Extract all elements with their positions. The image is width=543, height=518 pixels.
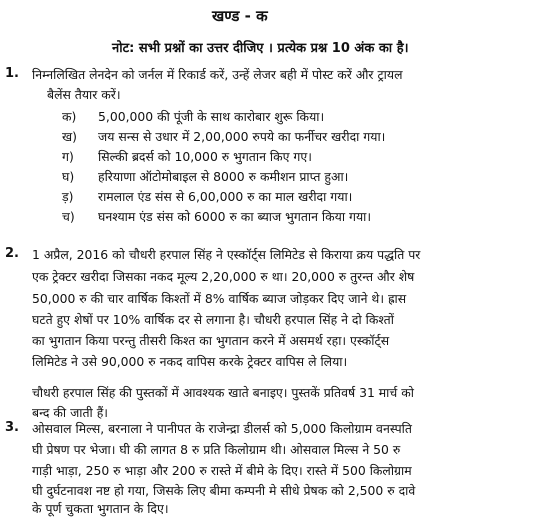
question-number: 2. <box>5 246 19 261</box>
question-text-line: का भुगतान किया परन्तु तीसरी किश्त का भुगतान करने में असमर्थ रहा। एस्कॉर्ट्स <box>32 333 390 348</box>
item-text: सिल्की ब्रदर्स को 10,000 रु भुगतान किए गए। <box>98 149 312 164</box>
item-marker: घ) <box>62 169 75 184</box>
question-text-line: घी प्रेषण पर भेजा। घी की लागत 8 रु प्रति किलोग्राम थी। ओसवाल मिल्स ने 50 रु <box>32 442 401 457</box>
item-text: रामलाल एंड संस से 6,00,000 रु का माल खरीदा गया। <box>98 189 353 204</box>
list-item <box>62 108 324 125</box>
item-marker: ख) <box>62 129 77 144</box>
item-text: 5,00,000 की पूंजी के साथ कारोबार शुरू किया। <box>98 109 325 124</box>
question-text-line: घी दुर्घटनावश नष्ट हो गया, जिसके लिए बीमा कम्पनी मे सीधे प्रेषक को 2,500 रु दावे <box>32 483 416 498</box>
question-number: 1. <box>5 66 19 81</box>
question-text-line: के पूर्ण चुकता भुगतान के दिए। <box>32 501 169 516</box>
list-item <box>62 168 348 185</box>
question-number: 3. <box>5 420 19 435</box>
question-text-line: गाड़ी भाड़ा, 250 रु भाड़ा और 200 रु रास्ते में बीमे के दिए। रास्ते में 500 किलोग्राम <box>32 463 412 478</box>
item-text: जय सन्स से उधार में 2,00,000 रुपये का फर्नीचर खरीदा गया। <box>98 129 386 144</box>
item-marker: च) <box>62 209 75 224</box>
instruction-note: नोट: सभी प्रश्नों का उत्तर दीजिए । प्रत्येक प्रश्न 10 अंक का है। <box>112 41 409 56</box>
list-item <box>62 148 312 165</box>
item-marker: ग) <box>62 149 74 164</box>
question-instruction-line: चौधरी हरपाल सिंह की पुस्तकों में आवश्यक खाते बनाइए। पुस्तकें प्रतिवर्ष 31 मार्च को <box>32 385 414 400</box>
question-text-line: लिमिटेड ने उसे 90,000 रु नकद वापिस करके ट्रेक्टर वापिस ले लिया। <box>32 354 348 369</box>
list-item <box>62 188 352 205</box>
question-text-line: बैलेंस तैयार करें। <box>47 87 121 102</box>
question-text-line: एक ट्रेक्टर खरीदा जिसका नकद मूल्य 2,20,000 रु था। 20,000 रु तुरन्त और शेष <box>32 269 415 284</box>
item-marker: ड़) <box>62 189 74 204</box>
question-text-line: 1 अप्रैल, 2016 को चौधरी हरपाल सिंह ने एस्कॉर्ट्स लिमिटेड से किराया क्रय पद्धति पर <box>32 247 421 262</box>
question-instruction-line: बन्द की जाती हैं। <box>32 405 108 420</box>
item-marker: क) <box>62 109 77 124</box>
item-text: हरियाणा ऑटोमोबाइल से 8000 रु कमीशन प्राप्त हुआ। <box>98 169 349 184</box>
list-item <box>62 208 371 225</box>
item-text: घनश्याम एंड संस को 6000 रु का ब्याज भुगतान किया गया। <box>98 209 372 224</box>
question-text-line: ओसवाल मिल्स, बरनाला ने पानीपत के राजेन्द्रा डीलर्स को 5,000 किलोग्राम वनस्पति <box>32 421 412 436</box>
question-text-line: निम्नलिखित लेनदेन को जर्नल में रिकार्ड करें, उन्हें लेजर बही में पोस्ट करें और ट्रायल <box>32 67 403 82</box>
question-text-line: 50,000 रु की चार वार्षिक किश्तों में 8% वार्षिक ब्याज जोड़कर दिए जाने थे। ह्रास <box>32 291 407 306</box>
question-text-line: घटते हुए शेषों पर 10% वार्षिक दर से लगाना है। चौधरी हरपाल सिंह ने दो किश्तों <box>32 312 394 327</box>
list-item <box>62 128 385 145</box>
section-title: खण्ड - क <box>212 7 268 25</box>
